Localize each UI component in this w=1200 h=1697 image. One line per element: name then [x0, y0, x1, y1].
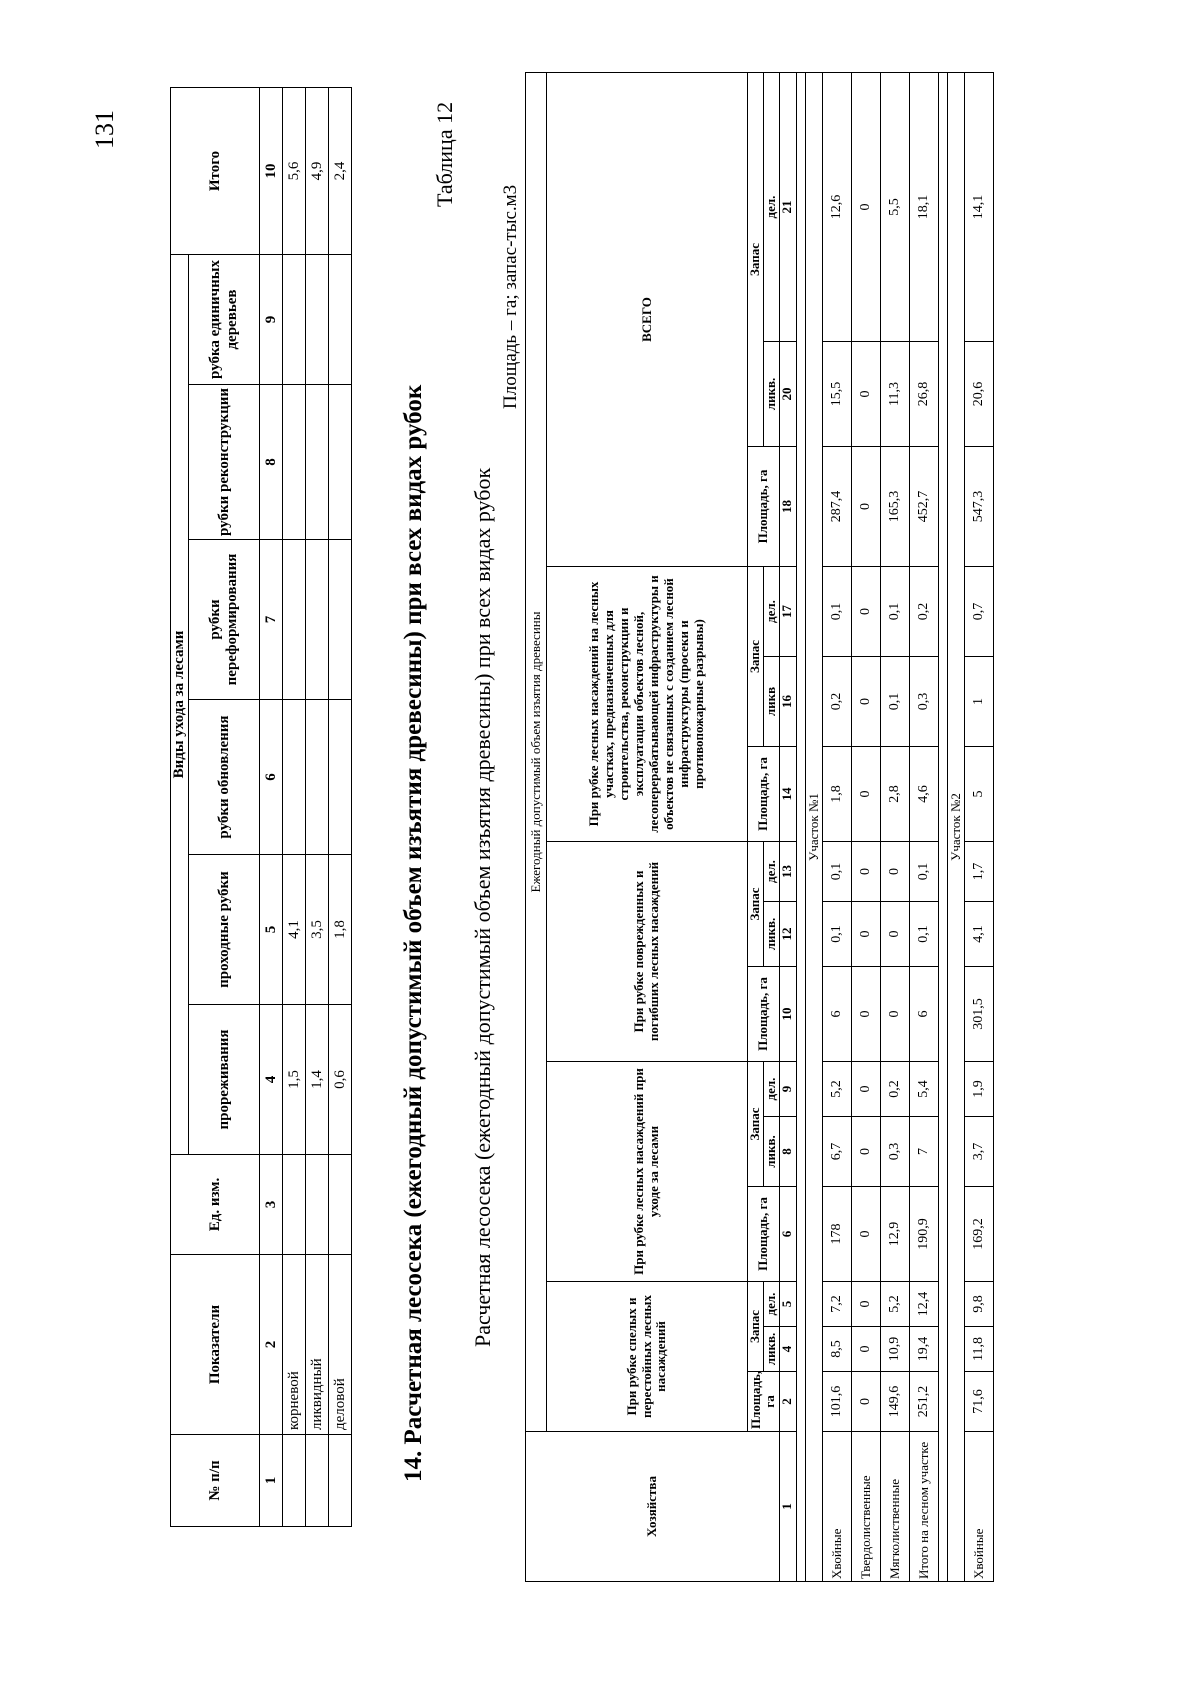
t2-col-number: 9	[779, 1062, 796, 1117]
table-cell: 19,4	[909, 1327, 938, 1372]
t1-row-label: ликвидный	[306, 1255, 329, 1435]
t1-header-reform: рубки переформирования	[189, 540, 260, 700]
t1-cell	[329, 1155, 352, 1255]
t2-col-number: 12	[779, 902, 796, 967]
table-cell: 0	[851, 1282, 880, 1327]
t2-header-del: дел.	[763, 73, 779, 342]
t2-header-area: Площадь, га	[748, 1372, 780, 1432]
t2-header-del: дел.	[763, 1282, 779, 1327]
table-cell: 12,9	[880, 1187, 909, 1282]
t1-cell: 5,6	[283, 88, 306, 255]
t1-col-number: 6	[260, 700, 283, 855]
table-cell: 101,6	[822, 1372, 851, 1432]
t1-cell	[329, 540, 352, 700]
t1-cell	[306, 385, 329, 540]
t2-header-area: Площадь, га	[748, 447, 780, 567]
table-row	[964, 73, 993, 1582]
table-cell: 178	[822, 1187, 851, 1282]
table-cell: 547,3	[964, 447, 993, 567]
table-cell: 0,1	[822, 842, 851, 902]
table-cell: 0	[880, 967, 909, 1062]
t1-cell	[283, 1435, 306, 1527]
row-label: Хвойные	[822, 1432, 851, 1582]
t2-spacer-row	[938, 73, 947, 1582]
table-cell: 1,7	[964, 842, 993, 902]
table-cell: 11,8	[964, 1327, 993, 1372]
table-cell: 0,2	[880, 1062, 909, 1117]
t2-col-number: 14	[779, 747, 796, 842]
t1-cell: 4,1	[283, 855, 306, 1005]
table-cell: 287,4	[822, 447, 851, 567]
t2-spacer	[938, 73, 947, 1582]
t2-col-number: 1	[779, 1432, 796, 1582]
table-cell: 0,1	[909, 902, 938, 967]
table-cell: 4,1	[964, 902, 993, 967]
t2-column-numbers	[779, 73, 796, 1582]
row-label: Хвойные	[964, 1432, 993, 1582]
table-cell: 4,6	[909, 747, 938, 842]
t2-col-number: 13	[779, 842, 796, 902]
t1-row-label: корневой	[283, 1255, 306, 1435]
table-cell: 7	[909, 1117, 938, 1187]
t2-header-stock: Запас	[748, 73, 764, 447]
t2-spacer	[796, 73, 805, 1582]
t1-header-reconstruction: рубки реконструкции	[189, 385, 260, 540]
table-cell: 0	[851, 1187, 880, 1282]
table-cell: 5	[964, 747, 993, 842]
table-cell: 0	[851, 1327, 880, 1372]
table-cell: 0	[851, 1372, 880, 1432]
table-cell: 12,6	[822, 73, 851, 342]
table-cell: 0,1	[822, 567, 851, 657]
t1-header-total: Итого	[171, 88, 260, 255]
t2-header-del: дел.	[763, 1062, 779, 1117]
table-cell: 1	[964, 657, 993, 747]
table-cell: 0,2	[822, 657, 851, 747]
table-cell: 1,9	[964, 1062, 993, 1117]
table-cell: 0,1	[880, 657, 909, 747]
table-row	[851, 73, 880, 1582]
row-label: Мягколиственные	[880, 1432, 909, 1582]
t1-cell	[306, 1155, 329, 1255]
t2-col-number: 20	[779, 342, 796, 447]
t2-header-stock: Запас	[748, 842, 764, 967]
t2-header-farms: Хозяйства	[526, 1432, 780, 1582]
table-cell: 2,8	[880, 747, 909, 842]
table-cell: 18,1	[909, 73, 938, 342]
t2-spacer-row	[796, 73, 805, 1582]
t2-header-area: Площадь, га	[748, 1187, 780, 1282]
table-cell: 71,6	[964, 1372, 993, 1432]
section-title: Участок №1	[805, 73, 822, 1582]
t2-col-number: 6	[779, 1187, 796, 1282]
table-cell: 0	[851, 657, 880, 747]
t1-cell	[283, 255, 306, 385]
t1-cell	[283, 385, 306, 540]
table-cell: 165,3	[880, 447, 909, 567]
t2-body	[805, 73, 993, 1582]
table-row	[822, 73, 851, 1582]
t1-col-number: 5	[260, 855, 283, 1005]
t1-col-number: 7	[260, 540, 283, 700]
t2-header-likv: ликв.	[763, 1327, 779, 1372]
t1-cell: 4,9	[306, 88, 329, 255]
table-cell: 5,5	[880, 73, 909, 342]
t1-row-label: деловой	[329, 1255, 352, 1435]
allowable-cut-table	[525, 72, 994, 1582]
table-cell: 0,1	[822, 902, 851, 967]
table-cell: 5,4	[909, 1062, 938, 1117]
table-cell: 0	[851, 902, 880, 967]
t1-cell	[306, 255, 329, 385]
table-cell: 0,3	[880, 1117, 909, 1187]
table-cell: 0	[851, 567, 880, 657]
table-cell: 0	[851, 1117, 880, 1187]
t1-cell	[329, 1435, 352, 1527]
t2-col-number: 16	[779, 657, 796, 747]
table-cell: 26,8	[909, 342, 938, 447]
table-cell: 10,9	[880, 1327, 909, 1372]
table-cell: 1,8	[822, 747, 851, 842]
t1-cell: 1,8	[329, 855, 352, 1005]
t2-header-mature: При рубке спелых и перестойных лесных насаждений	[547, 1282, 748, 1432]
table-cell: 11,3	[880, 342, 909, 447]
t1-cell: 2,4	[329, 88, 352, 255]
table-label: Таблица 12	[432, 101, 457, 207]
t2-header-stock: Запас	[748, 1282, 764, 1372]
t2-header-care: При рубке лесных насаждений при уходе за лесами	[547, 1062, 748, 1282]
table-cell: 0	[851, 747, 880, 842]
t1-cell: 0,6	[329, 1005, 352, 1155]
t1-col-number: 8	[260, 385, 283, 540]
table-cell: 0,1	[909, 842, 938, 902]
t2-col-number: 18	[779, 447, 796, 567]
table-caption: Расчетная лесосека (ежегодный допустимый объем изъятия древесины) при всех видах рубок	[470, 467, 495, 1347]
table-cell: 301,5	[964, 967, 993, 1062]
table-cell: 0	[851, 842, 880, 902]
table-cell: 0	[851, 967, 880, 1062]
t1-cell: 1,4	[306, 1005, 329, 1155]
cutting-types-table	[170, 87, 352, 1527]
table-cell: 0	[880, 842, 909, 902]
table-row	[909, 73, 938, 1582]
t2-header-super: Ежегодный допустимый объем изъятия древесины	[526, 73, 547, 1432]
t1-cell	[306, 1435, 329, 1527]
table-cell: 14,1	[964, 73, 993, 342]
table-cell: 5,2	[822, 1062, 851, 1117]
table-cell: 0	[851, 73, 880, 342]
t1-header-thinning: прореживания	[189, 1005, 260, 1155]
table-cell: 0,1	[880, 567, 909, 657]
table-cell: 0	[851, 342, 880, 447]
t2-col-number: 4	[779, 1327, 796, 1372]
t1-cell: 3,5	[306, 855, 329, 1005]
t2-col-number: 8	[779, 1117, 796, 1187]
t2-header-likv: ликв	[763, 657, 779, 747]
table-cell: 6	[822, 967, 851, 1062]
t2-header-total: ВСЕГО	[547, 73, 748, 567]
table-row	[880, 73, 909, 1582]
t2-header-stock: Запас	[748, 1062, 764, 1187]
t1-header-group: Виды ухода за лесами	[171, 255, 189, 1155]
page-number: 131	[90, 110, 119, 149]
table-cell: 452,7	[909, 447, 938, 567]
t2-header-likv: ликв.	[763, 902, 779, 967]
t1-header-num: № п/п	[171, 1435, 260, 1527]
table-cell: 0,7	[964, 567, 993, 657]
row-label: Твердолиственные	[851, 1432, 880, 1582]
t1-col-number: 10	[260, 88, 283, 255]
t2-header-infrastructure: При рубке лесных насаждений на лесных участках, предназначенных для строительства, реконструкции и эксплуатации объектов лесной, лесоперерабатывающей инфраструктуры и объектов не связанных с созданием лесной инфраструктуры (просеки и противопожарные разрывы)	[547, 567, 748, 842]
t2-col-number: 5	[779, 1282, 796, 1327]
t2-header-stock: Запас	[748, 567, 764, 747]
table-cell: 0,3	[909, 657, 938, 747]
t2-col-number: 10	[779, 967, 796, 1062]
table-cell: 6	[909, 967, 938, 1062]
t2-header-del: дел.	[763, 567, 779, 657]
table-cell: 0,2	[909, 567, 938, 657]
table-cell: 190,9	[909, 1187, 938, 1282]
t1-column-numbers	[260, 88, 283, 1527]
t1-cell	[283, 1155, 306, 1255]
table-row	[329, 88, 352, 1527]
t1-cell	[329, 255, 352, 385]
table-cell: 251,2	[909, 1372, 938, 1432]
table-cell: 5,2	[880, 1282, 909, 1327]
t1-col-number: 4	[260, 1005, 283, 1155]
t1-cell	[283, 540, 306, 700]
table-cell: 0	[851, 1062, 880, 1117]
units-note: Площадь – га; запас-тыс.м3	[500, 184, 521, 409]
table-cell: 6,7	[822, 1117, 851, 1187]
t2-header-area: Площадь, га	[748, 747, 780, 842]
table-cell: 3,7	[964, 1117, 993, 1187]
t2-header-likv: ликв.	[763, 1117, 779, 1187]
table-row	[283, 88, 306, 1527]
t2-header-likv: ликв.	[763, 342, 779, 447]
t1-header-single: рубка единичных деревьев	[189, 255, 260, 385]
t1-cell: 1,5	[283, 1005, 306, 1155]
table-cell: 8,5	[822, 1327, 851, 1372]
t1-header-renewal: рубки обновления	[189, 700, 260, 855]
table-cell: 9,8	[964, 1282, 993, 1327]
table-cell: 12,4	[909, 1282, 938, 1327]
row-label: Итого на лесном участке	[909, 1432, 938, 1582]
t1-header-unit: Ед. изм.	[171, 1155, 260, 1255]
table-cell: 20,6	[964, 342, 993, 447]
t1-cell	[283, 700, 306, 855]
table-row	[306, 88, 329, 1527]
table-cell: 169,2	[964, 1187, 993, 1282]
section-row	[805, 73, 822, 1582]
table-cell: 7,2	[822, 1282, 851, 1327]
table-cell: 0	[851, 447, 880, 567]
t2-header-damaged: При рубке поврежденных и погибших лесных насаждений	[547, 842, 748, 1062]
section-title: Участок №2	[947, 73, 964, 1582]
t1-col-number: 3	[260, 1155, 283, 1255]
t1-col-number: 1	[260, 1435, 283, 1527]
t1-cell	[329, 700, 352, 855]
t1-cell	[329, 385, 352, 540]
t2-header-del: дел.	[763, 842, 779, 902]
table-cell: 149,6	[880, 1372, 909, 1432]
section-heading: 14. Расчетная лесосека (ежегодный допустимый объем изъятия древесины) при всех видах рубок	[400, 384, 427, 1482]
t1-col-number: 9	[260, 255, 283, 385]
t1-header-indicator: Показатели	[171, 1255, 260, 1435]
table-cell: 0	[880, 902, 909, 967]
t2-col-number: 17	[779, 567, 796, 657]
t1-cell	[306, 540, 329, 700]
t1-col-number: 2	[260, 1255, 283, 1435]
table-cell: 15,5	[822, 342, 851, 447]
section-row	[947, 73, 964, 1582]
t2-col-number: 21	[779, 73, 796, 342]
t1-header-passage: проходные рубки	[189, 855, 260, 1005]
t1-cell	[306, 700, 329, 855]
t2-header-area: Площадь, га	[748, 967, 780, 1062]
t2-col-number: 2	[779, 1372, 796, 1432]
